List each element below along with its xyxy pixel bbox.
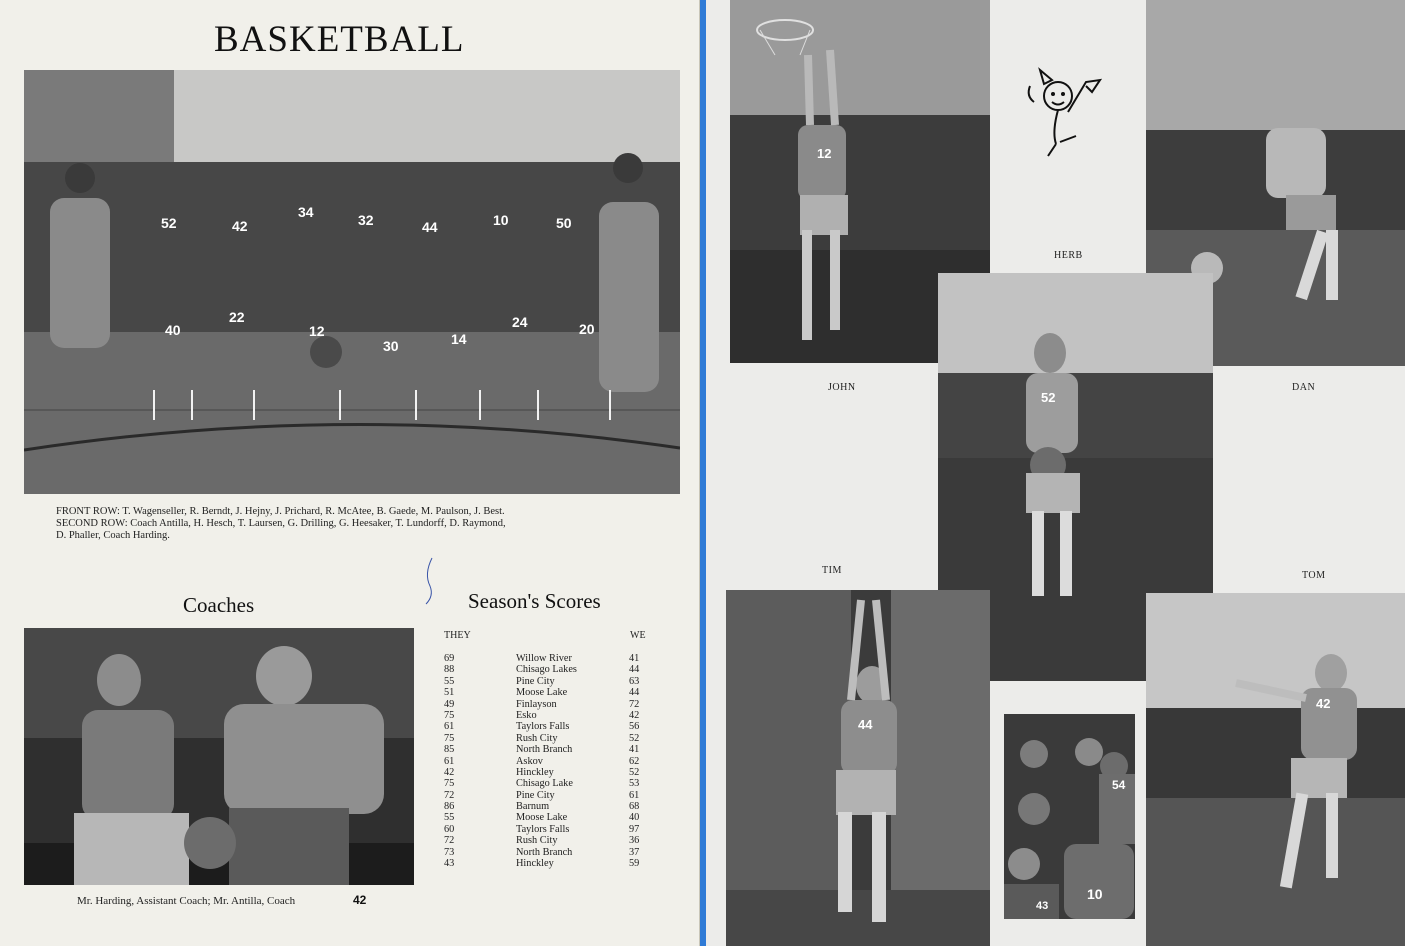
we-score: 56 [629, 721, 640, 733]
opponent-name: North Branch [516, 846, 573, 858]
they-score: 75 [444, 709, 455, 721]
score-row [444, 824, 654, 835]
we-score: 61 [629, 789, 640, 801]
opponent-name: Pine City [516, 675, 555, 687]
opponent-name: Esko [516, 709, 537, 721]
jersey-number: 52 [161, 215, 177, 231]
they-score: 72 [444, 835, 455, 847]
opponent-name: Pine City [516, 789, 555, 801]
we-score: 52 [629, 766, 640, 778]
opponent-name: Taylors Falls [516, 823, 570, 835]
we-score: 37 [629, 846, 640, 858]
jersey-number: 34 [298, 204, 314, 220]
pen-mark [418, 556, 438, 606]
score-row [444, 778, 654, 789]
label-tom: TOM [1302, 570, 1326, 581]
they-score: 42 [444, 766, 455, 778]
opponent-name: Rush City [516, 732, 558, 744]
they-score: 55 [444, 675, 455, 687]
jersey-number: 24 [512, 314, 528, 330]
we-score: 36 [629, 835, 640, 847]
jersey-number: 12 [817, 146, 832, 161]
team-photo [24, 70, 680, 494]
we-score: 41 [629, 653, 640, 664]
they-score: 88 [444, 664, 455, 676]
second-row-names-cont: D. Phaller, Coach Harding. [56, 530, 170, 541]
jersey-number: 12 [309, 323, 325, 339]
we-score: 40 [629, 812, 640, 824]
we-score: 59 [629, 858, 640, 870]
jersey-number: 32 [358, 212, 374, 228]
we-score: 41 [629, 744, 640, 756]
they-score: 43 [444, 858, 455, 870]
score-row [444, 721, 654, 732]
jersey-number: 44 [858, 717, 873, 732]
score-row [444, 664, 654, 675]
they-score: 86 [444, 801, 455, 813]
jersey-number: 52 [1041, 390, 1056, 405]
jersey-number: 20 [579, 321, 595, 337]
they-score: 51 [444, 687, 455, 699]
score-row [444, 812, 654, 823]
we-score: 44 [629, 687, 640, 699]
left-yearbook-page [0, 0, 700, 946]
opponent-name: Hinckley [516, 858, 554, 870]
opponent-name: North Branch [516, 744, 573, 756]
jersey-number: 22 [229, 309, 245, 325]
kneeling-jerseys [24, 70, 680, 494]
mascot-icon [1022, 62, 1104, 162]
photo-huddle [1004, 714, 1135, 919]
we-column-header: WE [630, 630, 646, 641]
score-row [444, 847, 654, 858]
they-score: 73 [444, 846, 455, 858]
jersey-number: 30 [383, 338, 399, 354]
jersey-number: 10 [493, 212, 509, 228]
label-tim: TIM [822, 565, 842, 576]
they-score: 60 [444, 823, 455, 835]
opponent-name: Finlayson [516, 698, 557, 710]
jersey-number: 10 [1087, 886, 1103, 902]
photo-last-player [1146, 593, 1405, 946]
page-number: 42 [353, 893, 367, 907]
we-score: 63 [629, 675, 640, 687]
coaches-heading: Coaches [183, 593, 255, 617]
opponent-name: Moose Lake [516, 812, 568, 824]
opponent-name: Chisago Lakes [516, 664, 577, 676]
they-score: 69 [444, 653, 455, 664]
coaches-photo [24, 628, 414, 885]
score-row [444, 790, 654, 801]
jersey-number: 43 [1036, 900, 1049, 912]
they-score: 72 [444, 789, 455, 801]
score-row [444, 710, 654, 721]
we-score: 62 [629, 755, 640, 767]
opponent-name: Chisago Lake [516, 778, 573, 790]
we-score: 72 [629, 698, 640, 710]
score-row [444, 744, 654, 755]
score-row [444, 653, 654, 664]
opponent-name: Barnum [516, 801, 550, 813]
jersey-number: 50 [556, 215, 572, 231]
score-row [444, 801, 654, 812]
they-score: 85 [444, 744, 455, 756]
we-score: 42 [629, 709, 640, 721]
they-score: 61 [444, 721, 455, 733]
label-dan: DAN [1292, 382, 1316, 393]
score-row [444, 676, 654, 687]
front-row-names: FRONT ROW: T. Wagenseller, R. Berndt, J. Hejny, J. Prichard, R. McAtee, B. Gaede, M. Paulson, J. Best. [56, 506, 505, 517]
we-score: 53 [629, 778, 640, 790]
jersey-number: 54 [1112, 778, 1126, 792]
they-score: 61 [444, 755, 455, 767]
jersey-number: 44 [422, 219, 438, 235]
score-row [444, 687, 654, 698]
score-row [444, 858, 654, 869]
opponent-name: Taylors Falls [516, 721, 570, 733]
coaches-caption: Mr. Harding, Assistant Coach; Mr. Antilla, Coach [77, 895, 296, 907]
score-row [444, 699, 654, 710]
opponent-name: Willow River [516, 653, 572, 664]
label-john: JOHN [828, 382, 856, 393]
score-row [444, 767, 654, 778]
jersey-number: 40 [165, 322, 181, 338]
we-score: 52 [629, 732, 640, 744]
score-row [444, 756, 654, 767]
they-score: 55 [444, 812, 455, 824]
label-herb: HERB [1054, 250, 1083, 261]
scores-table [444, 653, 654, 869]
we-score: 68 [629, 801, 640, 813]
opponent-name: Hinckley [516, 766, 554, 778]
we-score: 97 [629, 823, 640, 835]
opponent-name: Rush City [516, 835, 558, 847]
opponent-name: Askov [516, 755, 543, 767]
jersey-number: 14 [451, 331, 467, 347]
jersey-number: 42 [1316, 696, 1331, 711]
team-photo-caption [56, 506, 656, 542]
page-title: BASKETBALL [214, 19, 465, 60]
they-score: 75 [444, 778, 455, 790]
they-score: 75 [444, 732, 455, 744]
they-score: 49 [444, 698, 455, 710]
second-row-names: SECOND ROW: Coach Antilla, H. Hesch, T. Laursen, G. Drilling, G. Heesaker, T. Lundorff, D. Raymond, [56, 518, 506, 529]
we-score: 44 [629, 664, 640, 676]
score-row [444, 835, 654, 846]
photo-tom [726, 590, 990, 946]
opponent-name: Moose Lake [516, 687, 568, 699]
scores-heading: Season's Scores [468, 589, 601, 613]
jersey-number: 42 [232, 218, 248, 234]
they-column-header: THEY [444, 630, 471, 641]
score-row [444, 733, 654, 744]
